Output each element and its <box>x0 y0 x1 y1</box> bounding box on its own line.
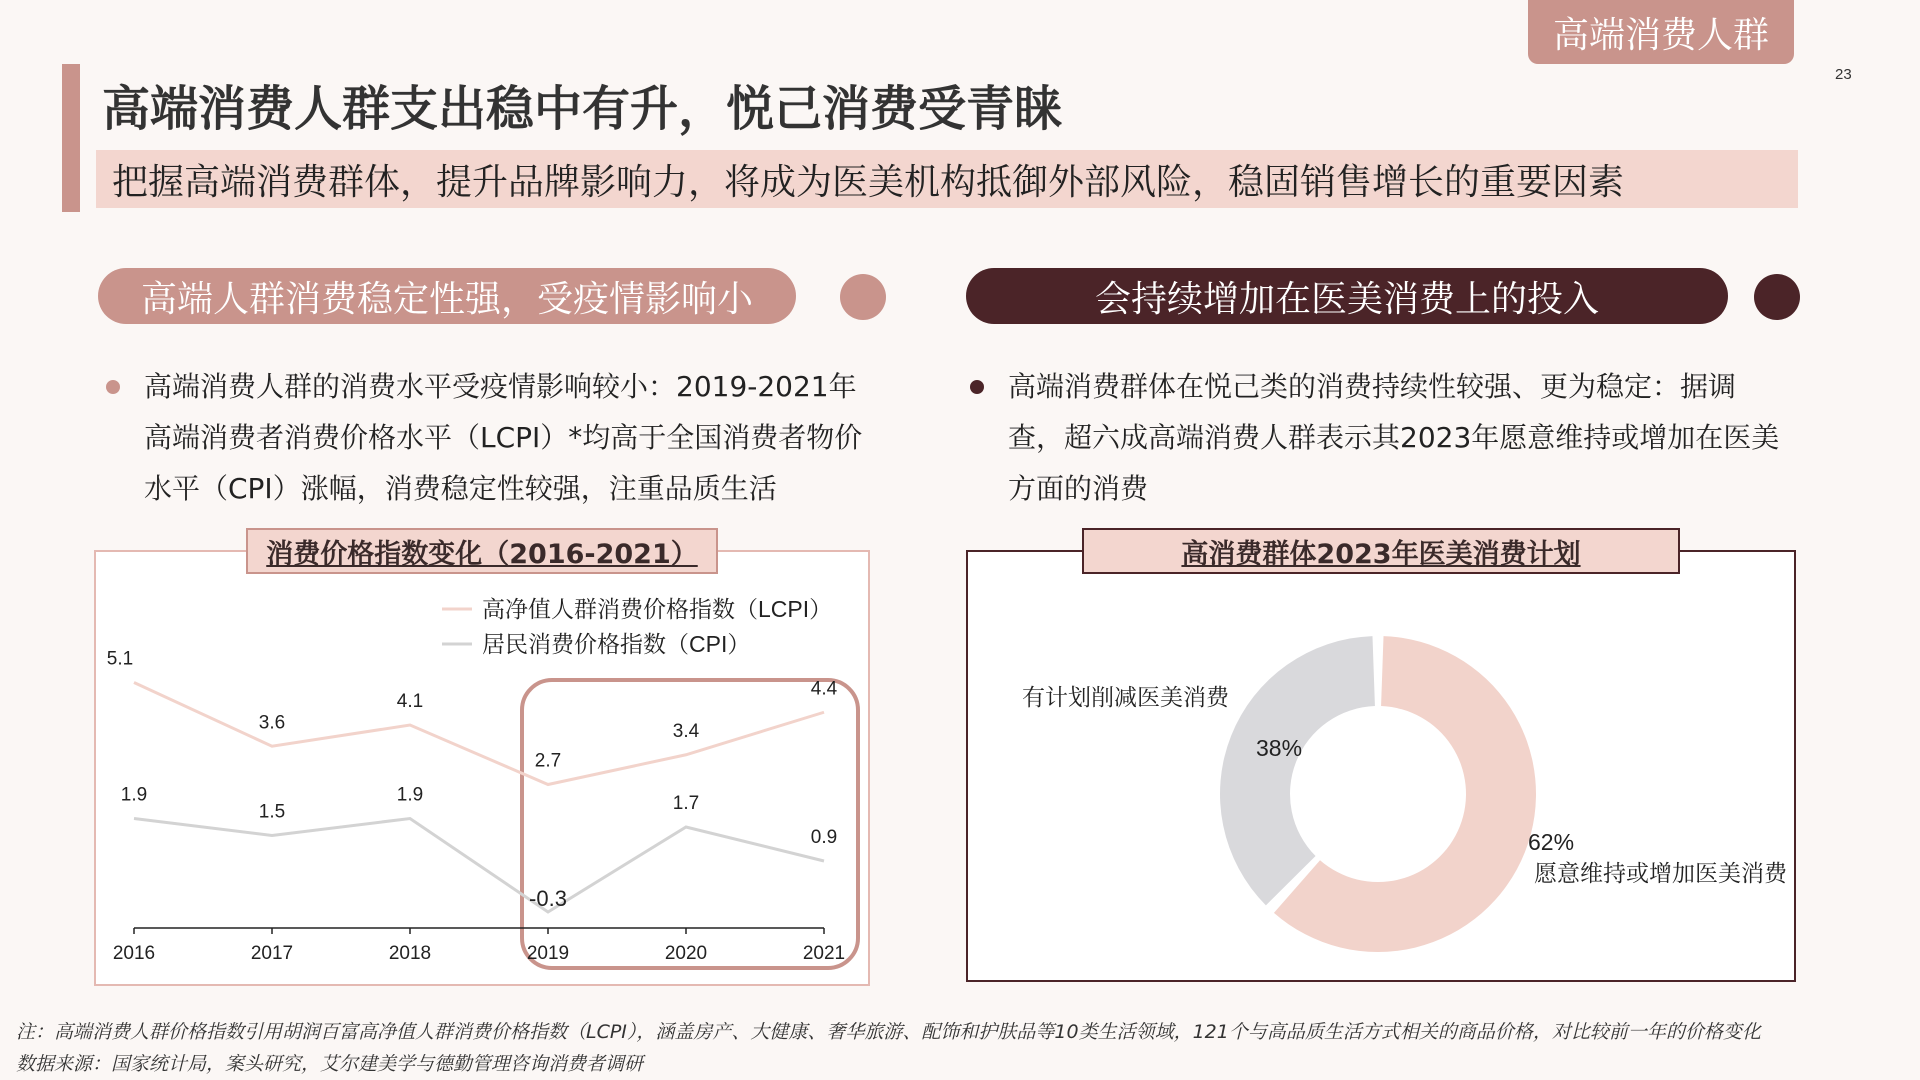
slice-category-label: 有计划削减医美消费 <box>1022 684 1229 710</box>
right-section-heading: 会持续增加在医美消费上的投入 <box>966 268 1728 324</box>
right-heading-dot <box>1754 274 1800 320</box>
data-label: 0.9 <box>810 827 838 848</box>
donut-chart-title-tab <box>1082 528 1680 574</box>
bullet-dot-right <box>970 380 984 394</box>
data-source: 数据来源：国家统计局，案头研究，艾尔建美学与德勤管理咨询消费者调研 <box>16 1053 644 1075</box>
series-line-cpi <box>134 819 824 913</box>
line-chart-panel <box>94 550 870 986</box>
page-subtitle: 把握高端消费群体，提升品牌影响力，将成为医美机构抵御外部风险，稳固销售增长的重要因素 <box>112 161 1625 203</box>
x-tick-label: 2019 <box>526 943 570 964</box>
data-label: 3.4 <box>672 720 700 742</box>
series-line-lcpi <box>134 683 824 785</box>
subtitle-band <box>96 150 1798 208</box>
x-tick-label: 2016 <box>112 943 156 964</box>
data-label: 3.6 <box>258 712 286 734</box>
data-label: 1.5 <box>258 801 286 823</box>
data-label: 4.4 <box>810 678 838 700</box>
data-label: 2.7 <box>534 750 562 772</box>
line-chart-title-tab <box>246 528 718 574</box>
line-chart <box>96 552 868 984</box>
left-heading-dot <box>840 274 886 320</box>
x-tick-label: 2018 <box>388 943 432 964</box>
donut-chart-panel <box>966 550 1796 982</box>
section-tag: 高端消费人群 <box>1528 0 1794 64</box>
left-bullet-text: 高端消费人群的消费水平受疫情影响较小：2019-2021年高端消费者消费价格水平（LCPI）*均高于全国消费者物价水平（CPI）涨幅，消费稳定性较强，注重品质生活 <box>144 370 863 505</box>
data-label: -0.3 <box>529 886 567 911</box>
right-bullet-text: 高端消费群体在悦己类的消费持续性较强、更为稳定：据调查，超六成高端消费人群表示其2023年愿意维持或增加在医美方面的消费 <box>1008 370 1780 505</box>
slice-value-label: 62% <box>1528 829 1575 855</box>
data-label: 5.1 <box>106 648 134 670</box>
title-accent-bar <box>62 64 80 212</box>
footnote: 注：高端消费人群价格指数引用胡润百富高净值人群消费价格指数（LCPI），涵盖房产、大健康、奢华旅游、配饰和护肤品等10类生活领域，121个与高品质生活方式相关的商品价格，对比较前一年的价格变化 <box>16 1021 1761 1043</box>
data-label: 4.1 <box>396 691 424 712</box>
data-label: 1.9 <box>396 784 424 806</box>
donut-slice <box>1220 636 1375 905</box>
data-label: 1.9 <box>120 784 148 806</box>
x-tick-label: 2021 <box>802 943 846 964</box>
slice-category-label: 愿意维持或增加医美消费 <box>1534 860 1787 886</box>
left-section-heading: 高端人群消费稳定性强，受疫情影响小 <box>98 268 796 324</box>
donut-chart <box>968 552 1794 980</box>
legend-label: 居民消费价格指数（CPI） <box>482 631 751 657</box>
page-title: 高端消费人群支出稳中有升，悦己消费受青睐 <box>102 81 1063 137</box>
page-number: 23 <box>1835 66 1852 83</box>
line-chart-title: 消费价格指数变化（2016-2021） <box>266 538 698 570</box>
legend-label: 高净值人群消费价格指数（LCPI） <box>482 596 833 622</box>
x-tick-label: 2017 <box>250 943 294 964</box>
slice-value-label: 38% <box>1256 735 1303 761</box>
data-label: 1.7 <box>672 793 700 814</box>
donut-chart-title: 高消费群体2023年医美消费计划 <box>1181 538 1581 570</box>
bullet-dot-left <box>106 380 120 394</box>
x-tick-label: 2020 <box>664 943 708 964</box>
